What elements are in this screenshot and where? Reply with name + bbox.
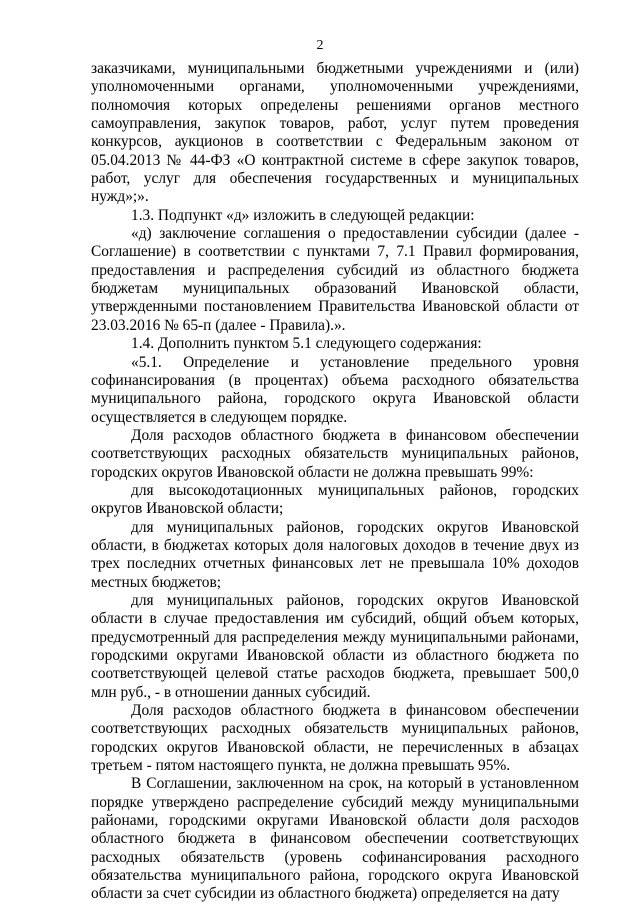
paragraph-item-1-4: 1.4. Дополнить пунктом 5.1 следующего содержания: <box>131 335 482 353</box>
paragraph-share-95: Доля расходов областного бюджета в финансовом обеспечении соответствующих расходных обязательств муниципальных районов, городских округов Ивановской области, не перечисленных в абзацах третьем - пятом настоящего пункта, не должна превышать 95%. <box>91 702 579 775</box>
page-number: 2 <box>316 38 324 53</box>
paragraph-tax-revenue: для муниципальных районов, городских округов Ивановской области, в бюджетах которых доля налоговых доходов в течение двух из трех последних отчетных финансовых лет не превышала 10% доходов местных бюджетов; <box>91 518 579 591</box>
paragraph-subitem-d: «д) заключение соглашения о предоставлении субсидии (далее - Соглашение) в соответствии с пунктами 7, 7.1 Правил формирования, предоставления и распределения субсидий из областного бюджета бюджетам муниципальных образований Ивановской области, утвержденными постановлением Правительства Ивановской области от 23.03.2016 № 65-п (далее - Правила).». <box>91 225 579 334</box>
paragraph-share-99: Доля расходов областного бюджета в финансовом обеспечении соответствующих расходных обязательств муниципальных районов, городских округов Ивановской области не должна превышать 99%: <box>91 426 579 481</box>
paragraph-continuation: заказчиками, муниципальными бюджетными учреждениями и (или) уполномоченными органами, уполномоченными учреждениями, полномочия которых определены решениями органов местного самоуправления, закупок товаров, работ, услуг путем проведения конкурсов, аукционов в соответствии с Федеральным законом от 05.04.2013 № 44-ФЗ «О контрактной системе в сфере закупок товаров, работ, услуг для обеспечения государственных и муниципальных нужд»;». <box>91 60 579 206</box>
paragraph-item-5-1: «5.1. Определение и установление предельного уровня софинансирования (в процентах) объема расходного обязательства муниципального района, городского округа Ивановской области осуществляется в следующем порядке. <box>91 353 579 426</box>
paragraph-agreement: В Соглашении, заключенном на срок, на который в установленном порядке утверждено распределение субсидий между муниципальными районами, городскими округами Ивановской области доля расходов областного бюджета в финансовом обеспечении соответствующих расходных обязательств (уровень софинансирования расходного обязательства муниципального района, городского округа Ивановской области за счет субсидии из областного бюджета) определяется на дату <box>91 775 579 903</box>
paragraph-item-1-3: 1.3. Подпункт «д» изложить в следующей редакции: <box>131 206 475 224</box>
paragraph-highly-subsidized: для высокодотационных муниципальных районов, городских округов Ивановской области; <box>91 481 579 518</box>
document-body <box>91 60 579 904</box>
paragraph-subsidy-volume: для муниципальных районов, городских округов Ивановской области в случае предоставления им субсидий, общий объем которых, предусмотренный для распределения между муниципальными районами, городскими округами Ивановской области из областного бюджета по соответствующей целевой статье расходов бюджета, превышает 500,0 млн руб., - в отношении данных субсидий. <box>91 591 579 701</box>
